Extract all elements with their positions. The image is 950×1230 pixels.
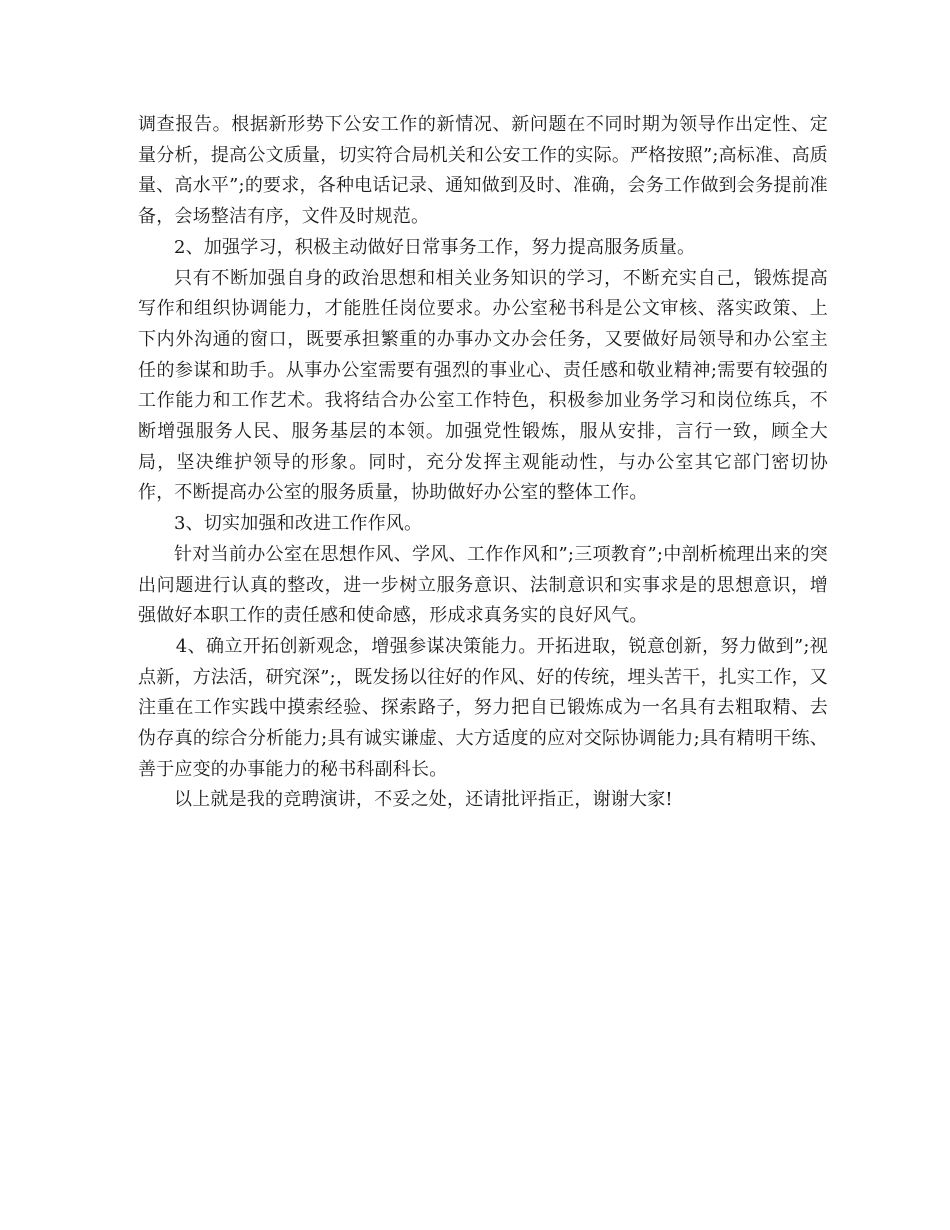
paragraph-heading-4: 4、确立开拓创新观念，增强参谋决策能力。开拓进取，锐意创新，努力做到”;视点新，方法活，研究深”;，既发扬以往好的作风、好的传统，埋头苦干，扎实工作，又注重在工作实践中摸索经验、探索路子，努力把自已锻炼成为一名具有去粗取精、去伪存真的综合分析能力;具有诚实谦虚、大方适度的应对交际协调能力;具有精明干练、善于应变的办事能力的秘书科副科长。 (138, 635, 828, 780)
document-body (138, 110, 828, 816)
paragraph-study-body: 只有不断加强自身的政治思想和相关业务知识的学习，不断充实自己，锻炼提高写作和组织协调能力，才能胜任岗位要求。办公室秘书科是公文审核、落实政策、上下内外沟通的窗口，既要承担繁重的办事办文办会任务，又要做好局领导和办公室主任的参谋和助手。从事办公室需要有强烈的事业心、责任感和敬业精神;需要有较强的工作能力和工作艺术。我将结合办公室工作特色，积极参加业务学习和岗位练兵，不断增强服务人民、服务基层的本领。加强党性锻炼，服从安排，言行一致，顾全大局，坚决维护领导的形象。同时，充分发挥主观能动性，与办公室其它部门密切协作，不断提高办公室的服务质量，协助做好办公室的整体工作。 (138, 267, 828, 504)
paragraph-workstyle-body: 针对当前办公室在思想作风、学风、工作作风和”;三项教育”;中剖析梳理出来的突出问题进行认真的整改，进一步树立服务意识、法制意识和实事求是的思想意识，增强做好本职工作的责任感和使命感，形成求真务实的良好风气。 (138, 543, 828, 627)
paragraph-report-continuation: 调查报告。根据新形势下公安工作的新情况、新问题在不同时期为领导作出定性、定量分析，提高公文质量，切实符合局机关和公安工作的实际。严格按照”;高标准、高质量、高水平”;的要求，各种电话记录、通知做到及时、准确，会务工作做到会务提前准备，会场整洁有序，文件及时规范。 (138, 114, 829, 228)
paragraph-heading-3: 3、切实加强和改进工作作风。 (174, 513, 423, 535)
paragraph-closing: 以上就是我的竞聘演讲，不妥之处，还请批评指正，谢谢大家! (174, 789, 673, 811)
paragraph-heading-2: 2、加强学习，积极主动做好日常事务工作，努力提高服务质量。 (174, 236, 696, 258)
